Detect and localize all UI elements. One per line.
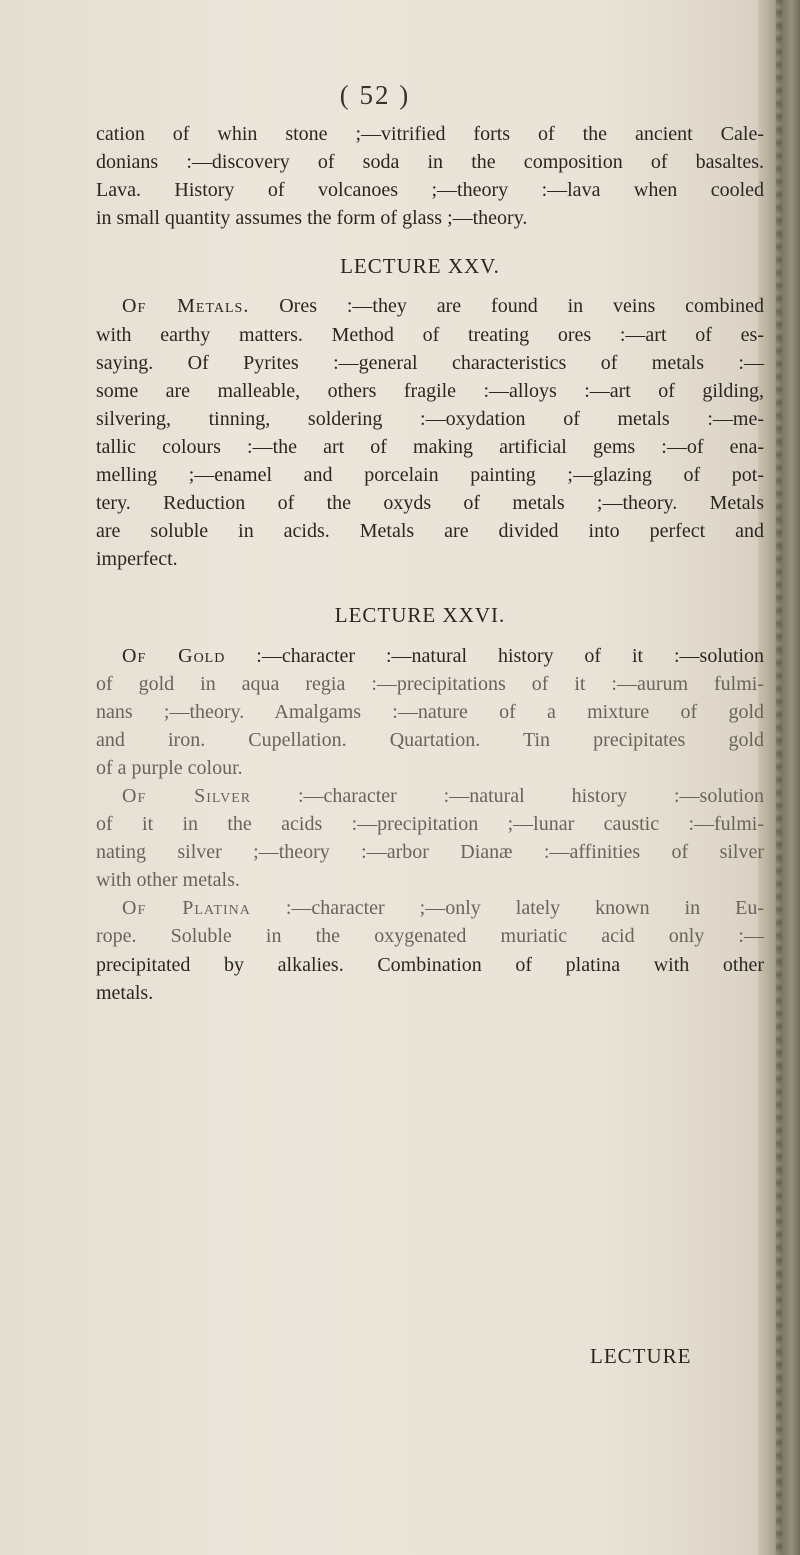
- page-edge-texture: [776, 0, 782, 1555]
- text-line: in small quantity assumes the form of glass ;—theory.: [96, 207, 528, 230]
- text-line: [96, 292, 764, 320]
- document-body: [96, 120, 764, 1007]
- line-text: :—character ;—only lately known in Eu-: [250, 897, 765, 920]
- text-line: are soluble in acids. Metals are divided into perfect and: [96, 520, 764, 543]
- text-line: metals.: [96, 981, 154, 1004]
- lecture-heading: LECTURE XXVI.: [334, 603, 506, 628]
- text-line: nans ;—theory. Amalgams :—nature of a mixture of gold: [96, 700, 764, 723]
- text-line: with earthy matters. Method of treating ores :—art of es-: [96, 323, 764, 346]
- text-line: rope. Soluble in the oxygenated muriatic acid only :—: [96, 925, 764, 948]
- text-line: some are malleable, others fragile :—alloys :—art of gilding,: [96, 379, 764, 402]
- text-line: precipitated by alkalies. Combination of platina with other: [96, 953, 764, 976]
- line-text: :—character :—natural history of it :—solution: [225, 644, 764, 667]
- section-lead: Of Metals.: [122, 295, 250, 318]
- text-line: [96, 782, 764, 810]
- text-line: and iron. Cupellation. Quartation. Tin precipitates gold: [96, 728, 764, 751]
- section-lead: Of Platina: [122, 897, 251, 920]
- section-lead: Of Silver: [122, 784, 252, 807]
- text-line: of gold in aqua regia :—precipitations of it :—aurum fulmi-: [96, 672, 764, 695]
- section-lead: Of Gold: [122, 644, 226, 667]
- text-line: tallic colours :—the art of making artificial gems :—of ena-: [96, 435, 764, 458]
- text-line: of a purple colour.: [96, 756, 243, 779]
- text-line: nating silver ;—theory :—arbor Dianæ :—affinities of silver: [96, 841, 764, 864]
- text-line: [96, 894, 764, 922]
- text-line: with other metals.: [96, 869, 240, 892]
- text-line: imperfect.: [96, 548, 178, 571]
- catchword: LECTURE: [590, 1344, 692, 1368]
- text-line: Lava. History of volcanoes ;—theory :—lava when cooled: [96, 179, 764, 202]
- line-text: :—character :—natural history :—solution: [251, 784, 765, 807]
- text-line: tery. Reduction of the oxyds of metals ;—theory. Metals: [96, 492, 764, 515]
- text-line: [96, 642, 764, 670]
- text-line: of it in the acids :—precipitation ;—lunar caustic :—fulmi-: [96, 813, 764, 836]
- lecture-heading: LECTURE XXV.: [340, 254, 500, 279]
- page-number: ( 52 ): [339, 80, 411, 110]
- text-line: saying. Of Pyrites :—general characteristics of metals :—: [96, 351, 764, 374]
- line-text: Ores :—they are found in veins combined: [249, 295, 764, 318]
- text-line: silvering, tinning, soldering :—oxydation of metals :—me-: [96, 407, 764, 430]
- text-line: melling ;—enamel and porcelain painting ;—glazing of pot-: [96, 464, 764, 487]
- text-line: cation of whin stone ;—vitrified forts of the ancient Cale-: [96, 123, 764, 145]
- text-line: donians :—discovery of soda in the composition of basaltes.: [96, 151, 764, 174]
